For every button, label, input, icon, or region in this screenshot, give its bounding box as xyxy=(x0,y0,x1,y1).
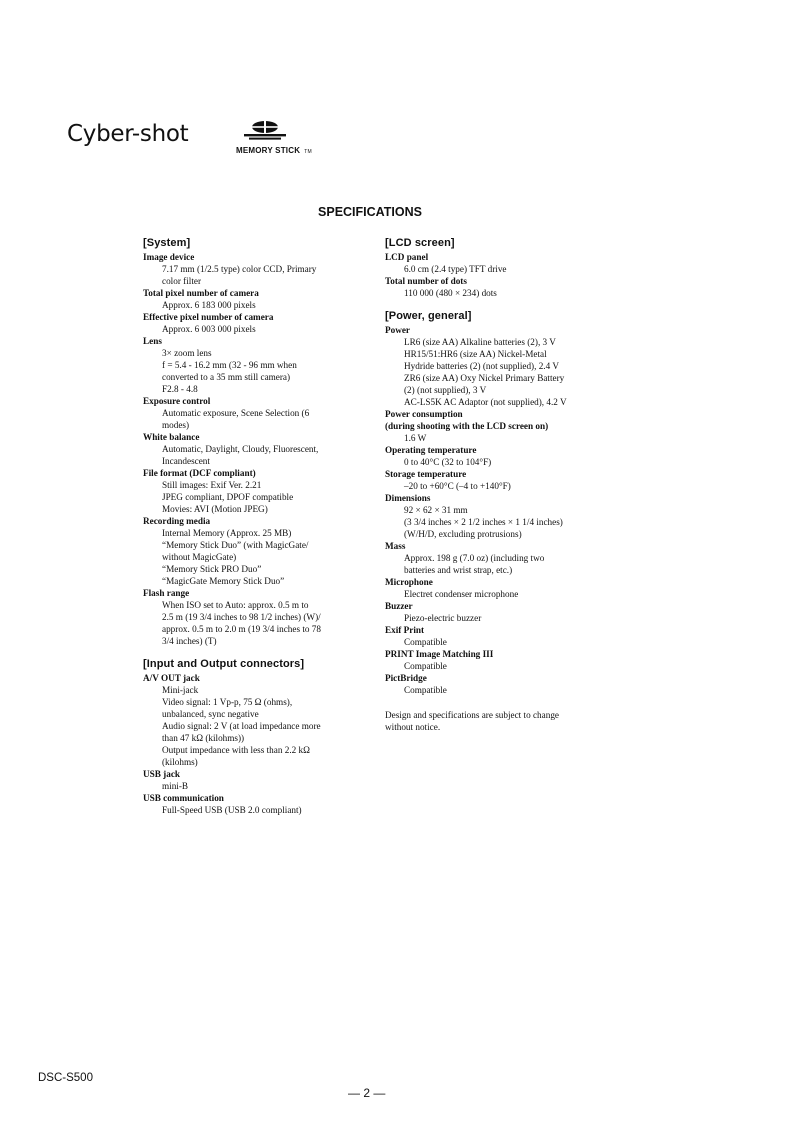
spec-value: LR6 (size AA) Alkaline batteries (2), 3 V xyxy=(404,337,556,347)
spec-value: Incandescent xyxy=(162,456,210,466)
spec-value: Video signal: 1 Vp-p, 75 Ω (ohms), xyxy=(162,697,293,707)
spec-value: Hydride batteries (2) (not supplied), 2.4 V xyxy=(404,361,559,371)
spec-value: f = 5.4 - 16.2 mm (32 - 96 mm when xyxy=(162,360,297,370)
spec-value: Full-Speed USB (USB 2.0 compliant) xyxy=(162,805,302,815)
spec-value: JPEG compliant, DPOF compatible xyxy=(162,492,294,502)
spec-head: Operating temperature xyxy=(385,445,477,455)
spec-value: 0 to 40°C (32 to 104°F) xyxy=(404,457,492,467)
spec-head: Exif Print xyxy=(385,625,425,635)
model-number: DSC-S500 xyxy=(38,1072,93,1084)
spec-head: Mass xyxy=(385,541,406,551)
spec-head: A/V OUT jack xyxy=(143,673,200,683)
memory-stick-wordmark xyxy=(236,146,312,155)
spec-value: “MagicGate Memory Stick Duo” xyxy=(162,576,285,586)
spec-value: Audio signal: 2 V (at load impedance more xyxy=(162,721,321,731)
spec-value: Approx. 6 183 000 pixels xyxy=(162,300,256,310)
spec-column-left xyxy=(143,236,368,816)
spec-value: Approx. 198 g (7.0 oz) (including two xyxy=(404,553,545,563)
spec-value: Electret condenser microphone xyxy=(404,589,519,599)
spec-value: –20 to +60°C (–4 to +140°F) xyxy=(404,481,511,491)
spec-head: Recording media xyxy=(143,516,211,526)
spec-value: 6.0 cm (2.4 type) TFT drive xyxy=(404,264,507,274)
spec-value: Still images: Exif Ver. 2.21 xyxy=(162,480,262,490)
spec-value: 3/4 inches) (T) xyxy=(162,636,217,646)
spec-value: 3× zoom lens xyxy=(162,348,212,358)
spec-head: Flash range xyxy=(143,588,190,598)
spec-value: F2.8 - 4.8 xyxy=(162,384,198,394)
spec-value: Movies: AVI (Motion JPEG) xyxy=(162,504,268,514)
spec-value: 92 × 62 × 31 mm xyxy=(404,505,468,515)
spec-value: 110 000 (480 × 234) dots xyxy=(404,288,497,298)
spec-head: Power xyxy=(385,325,410,335)
spec-value: Automatic exposure, Scene Selection (6 xyxy=(162,408,310,418)
spec-value: Output impedance with less than 2.2 kΩ xyxy=(162,745,310,755)
spec-value: Compatible xyxy=(404,685,447,695)
spec-head: PictBridge xyxy=(385,673,427,683)
spec-head: (during shooting with the LCD screen on) xyxy=(385,421,549,431)
spec-value: (3 3/4 inches × 2 1/2 inches × 1 1/4 inches) xyxy=(404,517,563,527)
spec-head: Total pixel number of camera xyxy=(143,288,259,298)
spec-value: “Memory Stick PRO Duo” xyxy=(162,564,262,574)
spec-value: Mini-jack xyxy=(162,685,199,695)
spec-value: AC-LS5K AC Adaptor (not supplied), 4.2 V xyxy=(404,397,567,407)
spec-head: Lens xyxy=(143,336,162,346)
spec-value: 1.6 W xyxy=(404,433,427,443)
disclaimer-line: without notice. xyxy=(385,722,441,732)
cybershot-logo: Cyber-shot xyxy=(67,121,189,147)
spec-value: When ISO set to Auto: approx. 0.5 m to xyxy=(162,600,309,610)
section-heading-power: [Power, general] xyxy=(385,310,472,322)
spec-value: 2.5 m (19 3/4 inches to 98 1/2 inches) (W)/ xyxy=(162,612,321,622)
section-heading-system: [System] xyxy=(143,237,191,249)
memory-stick-tm: TM xyxy=(304,149,312,155)
spec-value: 7.17 mm (1/2.5 type) color CCD, Primary xyxy=(162,264,317,274)
spec-value: (W/H/D, excluding protrusions) xyxy=(404,529,522,539)
spec-value: Compatible xyxy=(404,637,447,647)
spec-head: Image device xyxy=(143,252,195,262)
section-heading-lcd: [LCD screen] xyxy=(385,237,455,249)
spec-value: HR15/51:HR6 (size AA) Nickel-Metal xyxy=(404,349,547,359)
spec-head: Total number of dots xyxy=(385,276,467,286)
spec-head: Dimensions xyxy=(385,493,431,503)
page-number: — 2 — xyxy=(348,1086,386,1100)
spec-value: (2) (not supplied), 3 V xyxy=(404,385,487,395)
spec-head: Effective pixel number of camera xyxy=(143,312,274,322)
spec-value: batteries and wrist strap, etc.) xyxy=(404,565,513,575)
spec-value: Compatible xyxy=(404,661,447,671)
spec-value: modes) xyxy=(162,420,190,430)
spec-head: Storage temperature xyxy=(385,469,467,479)
disclaimer-line: Design and specifications are subject to change xyxy=(385,710,559,720)
spec-value: Automatic, Daylight, Cloudy, Fluorescent, xyxy=(162,444,319,454)
spec-head: USB jack xyxy=(143,769,181,779)
spec-head: Microphone xyxy=(385,577,433,587)
spec-head: PRINT Image Matching III xyxy=(385,649,494,659)
section-heading-io: [Input and Output connectors] xyxy=(143,658,305,670)
spec-value: ZR6 (size AA) Oxy Nickel Primary Battery xyxy=(404,373,565,383)
spec-value: “Memory Stick Duo” (with MagicGate/ xyxy=(162,540,309,550)
spec-value: color filter xyxy=(162,276,202,286)
spec-head: USB communication xyxy=(143,793,224,803)
spec-value: unbalanced, sync negative xyxy=(162,709,259,719)
spec-value: Piezo-electric buzzer xyxy=(404,613,482,623)
spec-value: (kilohms) xyxy=(162,757,198,767)
spec-head: White balance xyxy=(143,432,200,442)
spec-head: Exposure control xyxy=(143,396,211,406)
spec-value: without MagicGate) xyxy=(162,552,237,562)
spec-value: mini-B xyxy=(162,781,189,791)
spec-value: Internal Memory (Approx. 25 MB) xyxy=(162,528,292,538)
spec-column-right xyxy=(385,236,600,733)
spec-value: converted to a 35 mm still camera) xyxy=(162,372,291,382)
spec-value: than 47 kΩ (kilohms)) xyxy=(162,733,245,743)
spec-head: Power consumption xyxy=(385,409,463,419)
spec-value: Approx. 6 003 000 pixels xyxy=(162,324,256,334)
spec-value: approx. 0.5 m to 2.0 m (19 3/4 inches to 78 xyxy=(162,624,321,634)
spec-head: Buzzer xyxy=(385,601,413,611)
spec-head: LCD panel xyxy=(385,252,429,262)
page-title xyxy=(0,205,740,219)
page-title-text: SPECIFICATIONS xyxy=(318,205,422,219)
disclaimer-note xyxy=(385,709,600,733)
memory-stick-text: MEMORY STICK xyxy=(236,146,301,155)
spec-head: File format (DCF compliant) xyxy=(143,468,256,478)
